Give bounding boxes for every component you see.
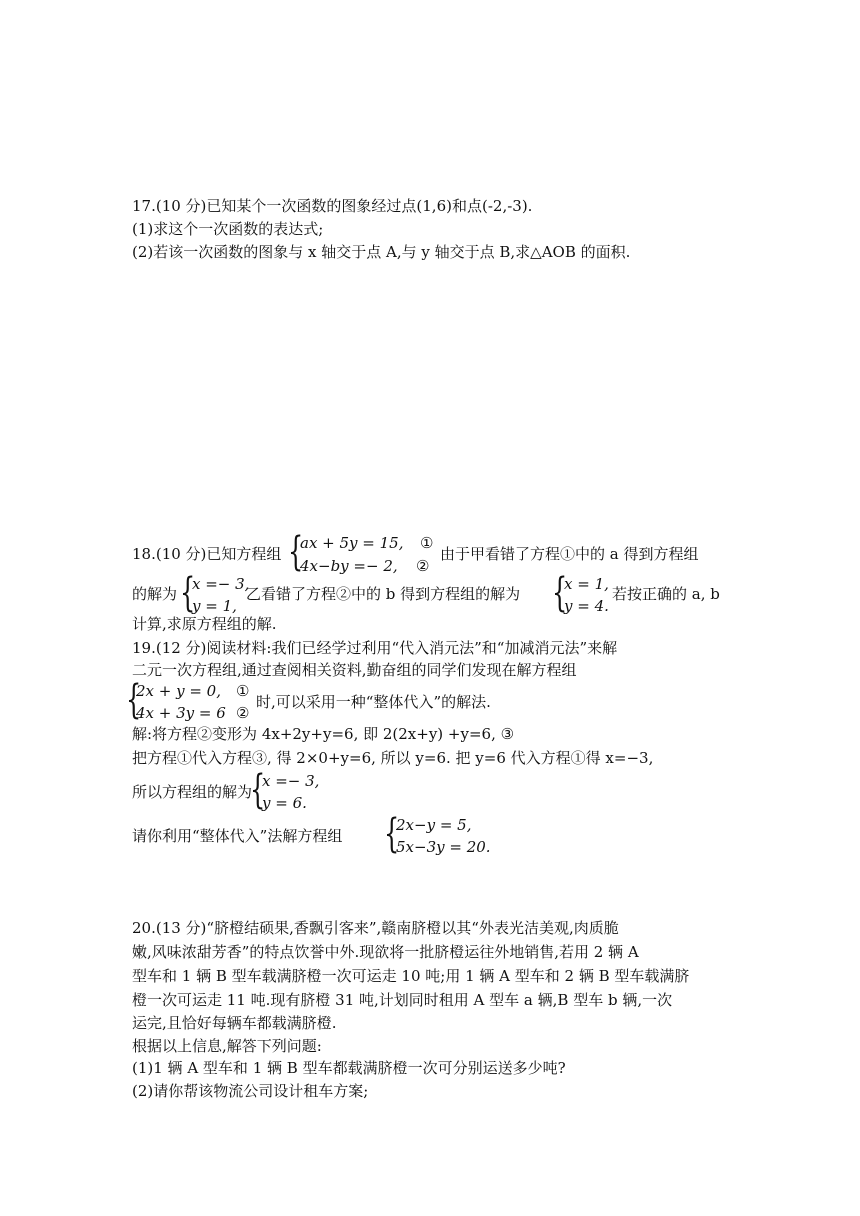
q17-heading: 17.(10 分)已知某个一次函数的图象经过点(1,6)和点(-2,-3). xyxy=(132,197,533,215)
q18-line3: 计算,求原方程组的解. xyxy=(132,615,277,633)
q18-sol1-x: x =− 3, xyxy=(192,575,250,593)
q19-sol-y: y = 6. xyxy=(262,794,307,812)
q19-eq1: 2x + y = 0, xyxy=(136,682,221,700)
left-brace: { xyxy=(250,767,266,813)
q19-task-system xyxy=(384,811,504,858)
left-brace: { xyxy=(288,529,304,575)
q18-sol1-y: y = 1, xyxy=(192,597,237,615)
q18-line2-a: 的解为 xyxy=(132,585,178,603)
q20-part2: (2)请你帮该物流公司设计租车方案; xyxy=(132,1082,369,1100)
q19-line3-suffix: 时,可以采用一种“整体代入”的解法. xyxy=(256,693,491,711)
q19-eq2: 4x + 3y = 6 xyxy=(136,704,226,722)
q19-mark1: ① xyxy=(236,682,250,700)
q18-sol2-y: y = 4. xyxy=(564,597,609,615)
q19-line5: 把方程①代入方程③, 得 2×0+y=6, 所以 y=6. 把 y=6 代入方程①得 x=−3, xyxy=(132,749,654,767)
left-brace: { xyxy=(126,677,142,723)
q18-line2-b: 乙看错了方程②中的 b 得到方程组的解为 xyxy=(246,585,521,603)
q20-line3: 型车和 1 辆 B 型车载满脐橙一次可运走 10 吨;用 1 辆 A 型车和 2 辆 B 型车载满脐 xyxy=(132,967,690,985)
q19-task-eq1: 2x−y = 5, xyxy=(396,816,472,834)
q18-equation-system xyxy=(288,529,434,576)
q19-line4: 解:将方程②变形为 4x+2y+y=6, 即 2(2x+y) +y=6, ③ xyxy=(132,725,515,743)
q20-line6: 根据以上信息,解答下列问题: xyxy=(132,1037,322,1055)
q20-line2: 嫩,风味浓甜芳香”的特点饮誉中外.现欲将一批脐橙运往外地销售,若用 2 辆 A xyxy=(132,943,639,961)
q19-sol-x: x =− 3, xyxy=(262,772,320,790)
q18-sol2-x: x = 1, xyxy=(564,575,609,593)
q19-line6-prefix: 所以方程组的解为 xyxy=(132,783,253,801)
q17-part2: (2)若该一次函数的图象与 x 轴交于点 A,与 y 轴交于点 B,求△AOB 的面积. xyxy=(132,243,631,261)
left-brace: { xyxy=(180,570,196,616)
q18-prefix: 18.(10 分)已知方程组 xyxy=(132,545,282,563)
q18-line2-c: 若按正确的 a, b xyxy=(612,585,720,603)
q19-equation-system xyxy=(126,677,256,724)
q19-line2: 二元一次方程组,通过查阅相关资料,勤奋组的同学们发现在解方程组 xyxy=(132,661,577,679)
q18-mark1: ① xyxy=(420,534,434,552)
q20-line1: 20.(13 分)“脐橙结硕果,香飘引客来”,赣南脐橙以其“外表光洁美观,肉质脆 xyxy=(132,919,619,937)
q20-line5: 运完,且恰好每辆车都载满脐橙. xyxy=(132,1014,337,1032)
q20-line4: 橙一次可运走 11 吨.现有脐橙 31 吨,计划同时租用 A 型车 a 辆,B 型车 b 辆,一次 xyxy=(132,991,673,1009)
left-brace: { xyxy=(384,811,400,857)
q18-suffix: 由于甲看错了方程①中的 a 得到方程组 xyxy=(440,545,699,563)
q18-solution-a xyxy=(180,570,250,617)
q18-eq1: ax + 5y = 15, xyxy=(300,534,404,552)
q19-line7-prefix: 请你利用“整体代入”法解方程组 xyxy=(132,827,343,845)
q18-mark2: ② xyxy=(416,557,430,575)
left-brace: { xyxy=(552,570,568,616)
q19-mark2: ② xyxy=(236,704,250,722)
q19-solution xyxy=(250,767,330,814)
q20-part1: (1)1 辆 A 型车和 1 辆 B 型车都载满脐橙一次可分别运送多少吨? xyxy=(132,1059,566,1077)
q18-eq2: 4x−by =− 2, xyxy=(300,557,398,575)
q17-part1: (1)求这个一次函数的表达式; xyxy=(132,220,324,238)
q18-solution-b xyxy=(552,570,612,617)
q19-line1: 19.(12 分)阅读材料:我们已经学过利用“代入消元法”和“加减消元法”来解 xyxy=(132,639,618,657)
q19-task-eq2: 5x−3y = 20. xyxy=(396,838,491,856)
